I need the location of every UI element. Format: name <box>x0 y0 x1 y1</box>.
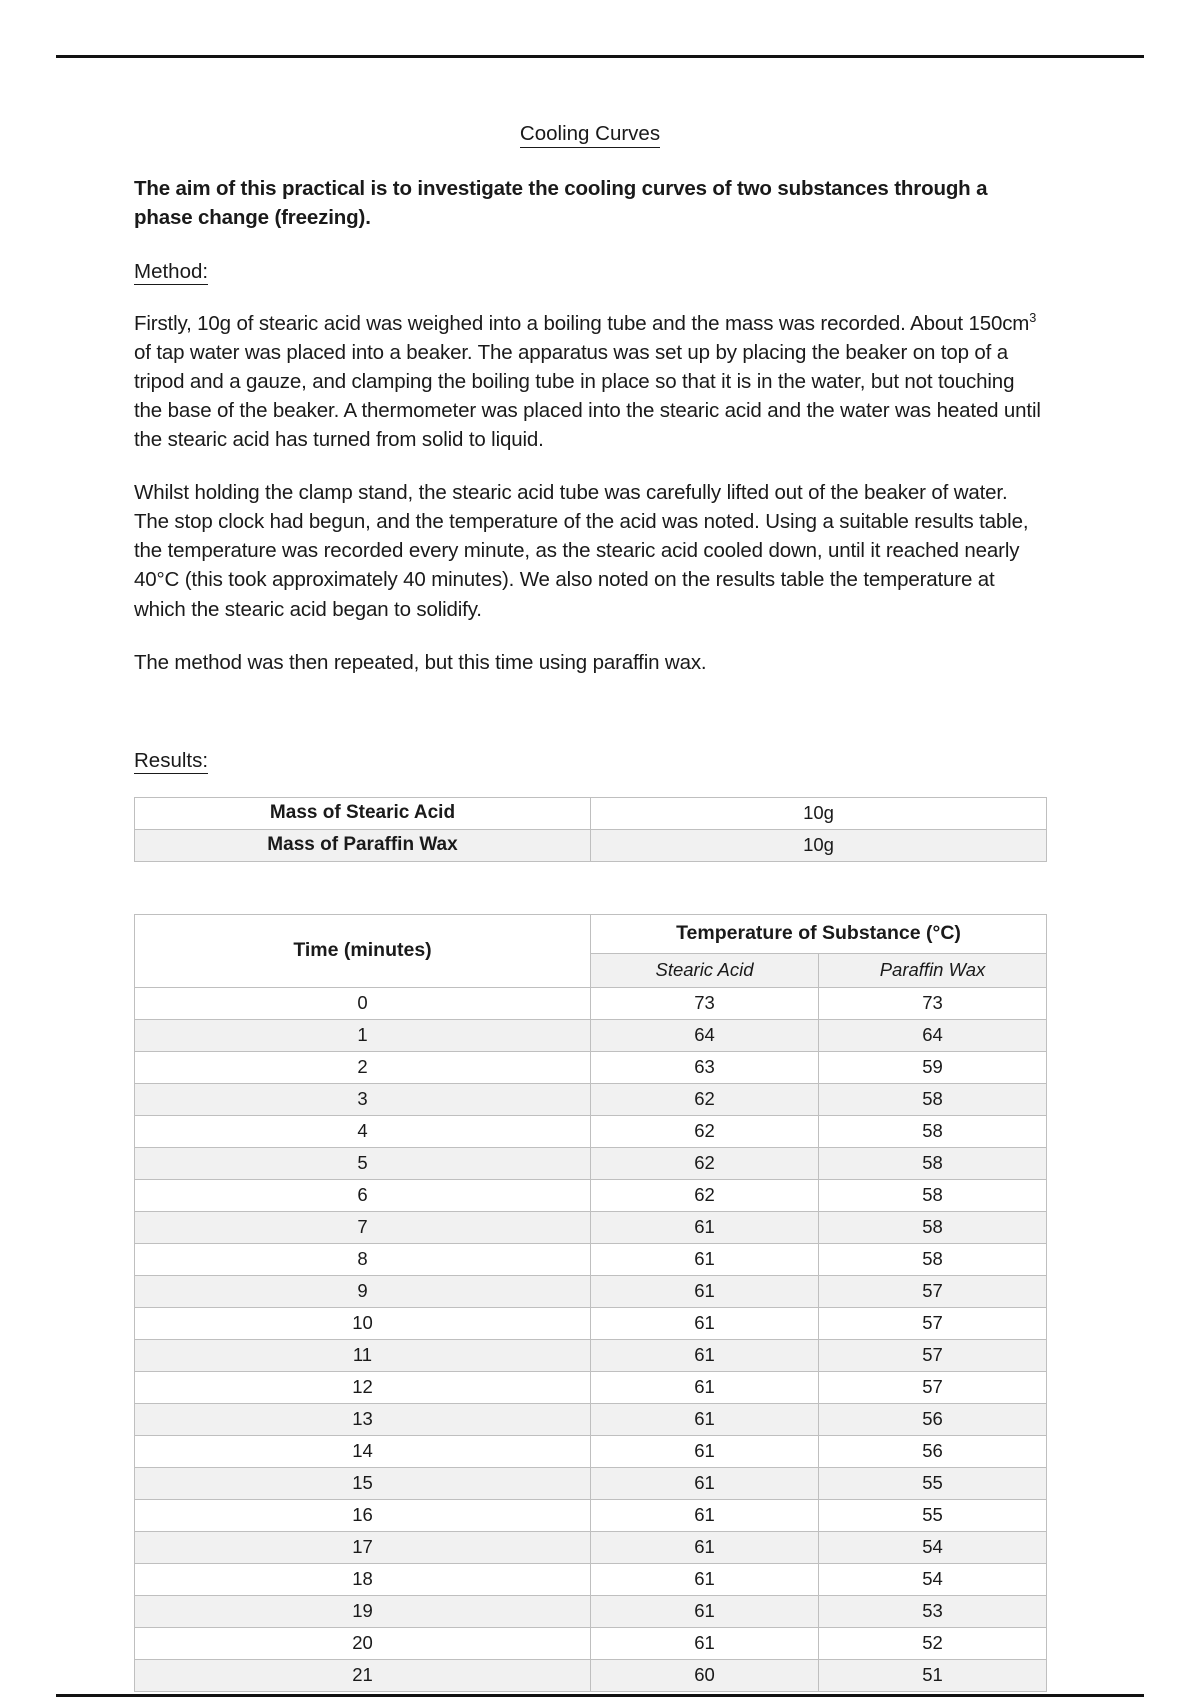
cell-time: 9 <box>135 1276 591 1308</box>
mass-label: Mass of Paraffin Wax <box>135 830 591 862</box>
mass-value: 10g <box>591 798 1047 830</box>
cell-stearic-acid: 61 <box>591 1596 819 1628</box>
column-subheader-paraffin-wax: Paraffin Wax <box>819 954 1047 988</box>
table-row <box>135 1436 1047 1468</box>
method-paragraph-3: The method was then repeated, but this time using paraffin wax. <box>134 650 707 674</box>
results-table-body <box>135 988 1047 1692</box>
method-paragraph-1-part-a: Firstly, 10g of stearic acid was weighed into a boiling tube and the mass was recorded. About 150cm <box>134 311 1030 335</box>
table-row <box>135 1308 1047 1340</box>
cell-stearic-acid: 73 <box>591 988 819 1020</box>
mass-table <box>134 797 1047 862</box>
table-row <box>135 1116 1047 1148</box>
results-data-table <box>134 914 1047 1692</box>
cell-paraffin-wax: 56 <box>819 1404 1047 1436</box>
cell-time: 14 <box>135 1436 591 1468</box>
table-row <box>135 830 1047 862</box>
cell-stearic-acid: 61 <box>591 1500 819 1532</box>
cell-paraffin-wax: 59 <box>819 1052 1047 1084</box>
cell-time: 0 <box>135 988 591 1020</box>
method-heading <box>134 258 1046 287</box>
cell-stearic-acid: 61 <box>591 1372 819 1404</box>
cell-stearic-acid: 61 <box>591 1564 819 1596</box>
cell-paraffin-wax: 56 <box>819 1436 1047 1468</box>
cell-time: 1 <box>135 1020 591 1052</box>
cell-paraffin-wax: 58 <box>819 1148 1047 1180</box>
cell-time: 8 <box>135 1244 591 1276</box>
table-row <box>135 1596 1047 1628</box>
cell-time: 13 <box>135 1404 591 1436</box>
cell-paraffin-wax: 57 <box>819 1276 1047 1308</box>
table-row <box>135 1276 1047 1308</box>
cell-paraffin-wax: 51 <box>819 1660 1047 1692</box>
cell-paraffin-wax: 54 <box>819 1532 1047 1564</box>
cell-time: 2 <box>135 1052 591 1084</box>
table-row <box>135 1020 1047 1052</box>
cell-stearic-acid: 63 <box>591 1052 819 1084</box>
cell-time: 16 <box>135 1500 591 1532</box>
cell-paraffin-wax: 58 <box>819 1244 1047 1276</box>
cell-stearic-acid: 62 <box>591 1116 819 1148</box>
cell-paraffin-wax: 73 <box>819 988 1047 1020</box>
table-row <box>135 1532 1047 1564</box>
cell-time: 3 <box>135 1084 591 1116</box>
cell-stearic-acid: 60 <box>591 1660 819 1692</box>
cell-paraffin-wax: 57 <box>819 1372 1047 1404</box>
cell-stearic-acid: 61 <box>591 1276 819 1308</box>
table-row <box>135 988 1047 1020</box>
table-row <box>135 1468 1047 1500</box>
cell-time: 15 <box>135 1468 591 1500</box>
page-title <box>134 120 1046 148</box>
column-subheader-stearic-acid: Stearic Acid <box>591 954 819 988</box>
cell-paraffin-wax: 55 <box>819 1468 1047 1500</box>
table-row <box>135 1340 1047 1372</box>
cell-stearic-acid: 61 <box>591 1244 819 1276</box>
column-header-temperature: Temperature of Substance (°C) <box>591 915 1047 954</box>
cell-stearic-acid: 62 <box>591 1084 819 1116</box>
cell-stearic-acid: 61 <box>591 1404 819 1436</box>
cell-stearic-acid: 61 <box>591 1212 819 1244</box>
cell-time: 4 <box>135 1116 591 1148</box>
table-row <box>135 1180 1047 1212</box>
table-row <box>135 1244 1047 1276</box>
table-row <box>135 1500 1047 1532</box>
cell-time: 7 <box>135 1212 591 1244</box>
cell-paraffin-wax: 54 <box>819 1564 1047 1596</box>
table-row <box>135 1052 1047 1084</box>
cubic-superscript: 3 <box>1029 309 1037 325</box>
cell-time: 12 <box>135 1372 591 1404</box>
cell-time: 19 <box>135 1596 591 1628</box>
document-body <box>134 120 1046 1692</box>
cell-paraffin-wax: 57 <box>819 1308 1047 1340</box>
cell-stearic-acid: 64 <box>591 1020 819 1052</box>
method-heading-text: Method: <box>134 259 209 283</box>
cell-paraffin-wax: 57 <box>819 1340 1047 1372</box>
cell-paraffin-wax: 53 <box>819 1596 1047 1628</box>
cell-stearic-acid: 61 <box>591 1628 819 1660</box>
cell-time: 5 <box>135 1148 591 1180</box>
section-spacer <box>134 701 1046 747</box>
table-row <box>135 798 1047 830</box>
footer-rule <box>56 1694 1144 1697</box>
table-row <box>135 1212 1047 1244</box>
cell-time: 17 <box>135 1532 591 1564</box>
cell-paraffin-wax: 58 <box>819 1084 1047 1116</box>
cell-paraffin-wax: 64 <box>819 1020 1047 1052</box>
cell-paraffin-wax: 55 <box>819 1500 1047 1532</box>
cell-stearic-acid: 62 <box>591 1148 819 1180</box>
cell-time: 6 <box>135 1180 591 1212</box>
cell-time: 20 <box>135 1628 591 1660</box>
mass-value: 10g <box>591 830 1047 862</box>
cell-stearic-acid: 61 <box>591 1308 819 1340</box>
cell-stearic-acid: 61 <box>591 1340 819 1372</box>
table-row <box>135 1564 1047 1596</box>
table-row <box>135 1660 1047 1692</box>
cell-stearic-acid: 62 <box>591 1180 819 1212</box>
method-paragraph-1 <box>134 309 1046 455</box>
method-paragraph-2: Whilst holding the clamp stand, the stearic acid tube was carefully lifted out of the beaker of water. The stop clock had begun, and the temperature of the acid was noted. Using a suitable results table, the temperature was recorded every minute, as the stearic acid cooled down, until it reached nearly 40°C (this took approximately 40 minutes). We also noted on the results table the temperature at which the stearic acid began to solidify. <box>134 481 1029 621</box>
cell-stearic-acid: 61 <box>591 1532 819 1564</box>
table-row <box>135 1404 1047 1436</box>
cell-time: 10 <box>135 1308 591 1340</box>
aim-statement: The aim of this practical is to investigate the cooling curves of two substances through a phase change (freezing). <box>134 176 988 229</box>
results-heading <box>134 747 1046 776</box>
results-heading-text: Results: <box>134 748 209 772</box>
cell-stearic-acid: 61 <box>591 1436 819 1468</box>
cell-paraffin-wax: 58 <box>819 1212 1047 1244</box>
cell-time: 11 <box>135 1340 591 1372</box>
cell-paraffin-wax: 58 <box>819 1180 1047 1212</box>
cell-paraffin-wax: 58 <box>819 1116 1047 1148</box>
column-header-time: Time (minutes) <box>135 915 591 988</box>
table-row <box>135 1628 1047 1660</box>
page-title-text: Cooling Curves <box>520 122 660 148</box>
method-paragraph-1-part-b: of tap water was placed into a beaker. The apparatus was set up by placing the beaker on top of a tripod and a gauze, and clamping the boiling tube in place so that it is in the water, but not touching the base of the beaker. A thermometer was placed into the stearic acid and the water was heated until the stearic acid has turned from solid to liquid. <box>134 340 1041 452</box>
cell-stearic-acid: 61 <box>591 1468 819 1500</box>
table-row <box>135 1148 1047 1180</box>
mass-label: Mass of Stearic Acid <box>135 798 591 830</box>
table-header-row <box>135 915 1047 954</box>
cell-paraffin-wax: 52 <box>819 1628 1047 1660</box>
table-row <box>135 1084 1047 1116</box>
table-row <box>135 1372 1047 1404</box>
cell-time: 21 <box>135 1660 591 1692</box>
cell-time: 18 <box>135 1564 591 1596</box>
header-rule <box>56 55 1144 58</box>
